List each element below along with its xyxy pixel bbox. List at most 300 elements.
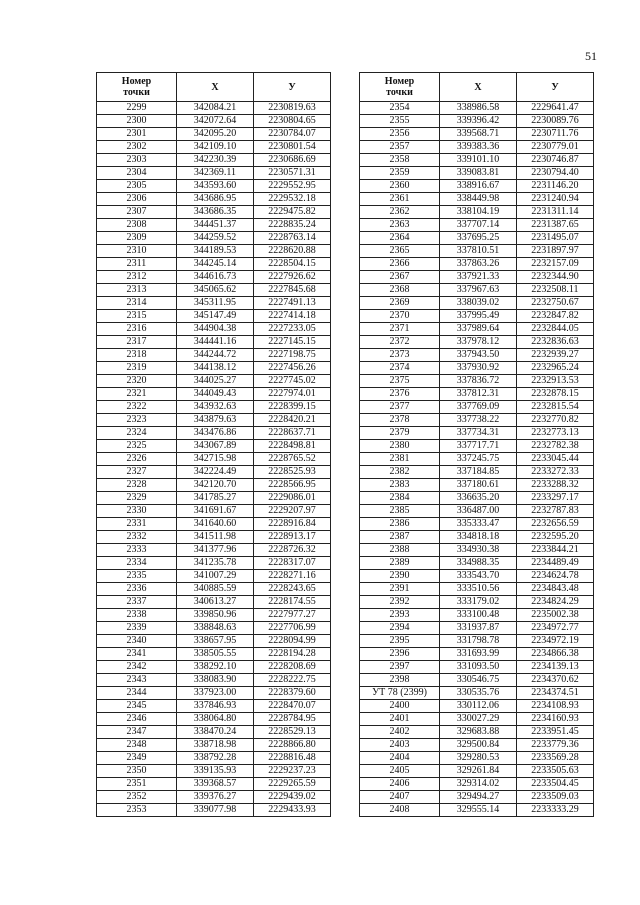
y-coordinate-cell: 2232815.54 <box>517 401 594 414</box>
header-point-line1: Номер <box>121 76 152 87</box>
y-coordinate-cell: 2232595.20 <box>517 531 594 544</box>
y-coordinate-cell: 2227845.68 <box>254 284 331 297</box>
table-row <box>360 349 594 362</box>
y-coordinate-cell: 2232656.59 <box>517 518 594 531</box>
point-number-cell: 2364 <box>360 232 440 245</box>
x-coordinate-cell: 344904.38 <box>177 323 254 336</box>
y-coordinate-cell: 2234866.38 <box>517 648 594 661</box>
y-coordinate-cell: 2230819.63 <box>254 102 331 115</box>
y-coordinate-cell: 2234139.13 <box>517 661 594 674</box>
point-number-cell: 2401 <box>360 713 440 726</box>
table-row <box>360 336 594 349</box>
table-row <box>360 284 594 297</box>
point-number-cell: 2345 <box>97 700 177 713</box>
y-coordinate-cell: 2228094.99 <box>254 635 331 648</box>
y-coordinate-cell: 2234374.51 <box>517 687 594 700</box>
y-coordinate-cell: 2231311.14 <box>517 206 594 219</box>
point-number-cell: 2324 <box>97 427 177 440</box>
point-number-cell: 2357 <box>360 141 440 154</box>
y-coordinate-cell: 2227233.05 <box>254 323 331 336</box>
point-number-cell: 2350 <box>97 765 177 778</box>
x-coordinate-cell: 333543.70 <box>440 570 517 583</box>
x-coordinate-cell: 339077.98 <box>177 804 254 817</box>
point-number-cell: 2329 <box>97 492 177 505</box>
point-number-cell: 2300 <box>97 115 177 128</box>
point-number-cell: 2372 <box>360 336 440 349</box>
header-point-number <box>97 73 177 102</box>
x-coordinate-cell: 335333.47 <box>440 518 517 531</box>
x-coordinate-cell: 337707.14 <box>440 219 517 232</box>
point-number-cell: 2348 <box>97 739 177 752</box>
table-row <box>360 531 594 544</box>
y-coordinate-cell: 2230779.01 <box>517 141 594 154</box>
x-coordinate-cell: 337184.85 <box>440 466 517 479</box>
x-coordinate-cell: 337245.75 <box>440 453 517 466</box>
table-row <box>97 674 331 687</box>
point-number-cell: 2328 <box>97 479 177 492</box>
table-row <box>97 167 331 180</box>
point-number-cell: 2395 <box>360 635 440 648</box>
x-coordinate-cell: 329261.84 <box>440 765 517 778</box>
table-row <box>97 310 331 323</box>
point-number-cell: 2318 <box>97 349 177 362</box>
point-number-cell: 2375 <box>360 375 440 388</box>
point-number-cell: 2398 <box>360 674 440 687</box>
table-row <box>97 609 331 622</box>
y-coordinate-cell: 2231897.97 <box>517 245 594 258</box>
table-row <box>97 648 331 661</box>
table-row <box>360 687 594 700</box>
x-coordinate-cell: 339368.57 <box>177 778 254 791</box>
x-coordinate-cell: 341235.78 <box>177 557 254 570</box>
point-number-cell: 2359 <box>360 167 440 180</box>
point-number-cell: 2402 <box>360 726 440 739</box>
x-coordinate-cell: 339568.71 <box>440 128 517 141</box>
x-coordinate-cell: 331798.78 <box>440 635 517 648</box>
table-row <box>97 726 331 739</box>
point-number-cell: 2381 <box>360 453 440 466</box>
table-row <box>97 739 331 752</box>
point-number-cell: 2367 <box>360 271 440 284</box>
y-coordinate-cell: 2228525.93 <box>254 466 331 479</box>
point-number-cell: 2312 <box>97 271 177 284</box>
y-coordinate-cell: 2232157.09 <box>517 258 594 271</box>
table-row <box>97 414 331 427</box>
x-coordinate-cell: 330535.76 <box>440 687 517 700</box>
table-row <box>97 778 331 791</box>
table-row <box>360 232 594 245</box>
x-coordinate-cell: 341785.27 <box>177 492 254 505</box>
y-coordinate-cell: 2228529.13 <box>254 726 331 739</box>
point-number-cell: 2363 <box>360 219 440 232</box>
x-coordinate-cell: 334930.38 <box>440 544 517 557</box>
table-row <box>97 518 331 531</box>
table-row <box>97 622 331 635</box>
table-row <box>97 232 331 245</box>
table-row <box>97 453 331 466</box>
table-row <box>360 739 594 752</box>
point-number-cell: 2306 <box>97 193 177 206</box>
x-coordinate-cell: 344616.73 <box>177 271 254 284</box>
table-row <box>360 713 594 726</box>
x-coordinate-cell: 337738.22 <box>440 414 517 427</box>
y-coordinate-cell: 2228174.55 <box>254 596 331 609</box>
point-number-cell: 2393 <box>360 609 440 622</box>
x-coordinate-cell: 345147.49 <box>177 310 254 323</box>
point-number-cell: 2344 <box>97 687 177 700</box>
x-coordinate-cell: 344259.52 <box>177 232 254 245</box>
x-coordinate-cell: 344138.12 <box>177 362 254 375</box>
header-y: У <box>517 73 594 102</box>
point-number-cell: 2316 <box>97 323 177 336</box>
y-coordinate-cell: 2228379.60 <box>254 687 331 700</box>
table-row <box>360 128 594 141</box>
y-coordinate-cell: 2232965.24 <box>517 362 594 375</box>
y-coordinate-cell: 2233844.21 <box>517 544 594 557</box>
point-number-cell: 2352 <box>97 791 177 804</box>
y-coordinate-cell: 2234160.93 <box>517 713 594 726</box>
coordinates-table-left <box>96 72 331 817</box>
table-row <box>360 154 594 167</box>
point-number-cell: 2396 <box>360 648 440 661</box>
x-coordinate-cell: 337923.00 <box>177 687 254 700</box>
table-row <box>97 531 331 544</box>
table-row <box>97 128 331 141</box>
table-row <box>360 752 594 765</box>
table-row <box>97 284 331 297</box>
point-number-cell: 2400 <box>360 700 440 713</box>
point-number-cell: 2342 <box>97 661 177 674</box>
y-coordinate-cell: 2230804.65 <box>254 115 331 128</box>
x-coordinate-cell: 339376.27 <box>177 791 254 804</box>
x-coordinate-cell: 342224.49 <box>177 466 254 479</box>
table-row <box>360 466 594 479</box>
point-number-cell: 2377 <box>360 401 440 414</box>
y-coordinate-cell: 2229086.01 <box>254 492 331 505</box>
point-number-cell: 2302 <box>97 141 177 154</box>
x-coordinate-cell: 338916.67 <box>440 180 517 193</box>
x-coordinate-cell: 343593.60 <box>177 180 254 193</box>
x-coordinate-cell: 344244.72 <box>177 349 254 362</box>
table-row <box>360 323 594 336</box>
y-coordinate-cell: 2234972.77 <box>517 622 594 635</box>
x-coordinate-cell: 338470.24 <box>177 726 254 739</box>
table-row <box>97 219 331 232</box>
table-row <box>97 583 331 596</box>
y-coordinate-cell: 2233951.45 <box>517 726 594 739</box>
point-number-cell: 2378 <box>360 414 440 427</box>
y-coordinate-cell: 2229552.95 <box>254 180 331 193</box>
point-number-cell: 2333 <box>97 544 177 557</box>
x-coordinate-cell: 338039.02 <box>440 297 517 310</box>
point-number-cell: 2321 <box>97 388 177 401</box>
x-coordinate-cell: 336635.20 <box>440 492 517 505</box>
point-number-cell: 2311 <box>97 258 177 271</box>
table-row <box>97 570 331 583</box>
y-coordinate-cell: 2227145.15 <box>254 336 331 349</box>
header-point-line2: точки <box>386 87 413 98</box>
y-coordinate-cell: 2230571.31 <box>254 167 331 180</box>
point-number-cell: 2320 <box>97 375 177 388</box>
y-coordinate-cell: 2228566.95 <box>254 479 331 492</box>
table-row <box>97 245 331 258</box>
table-row <box>360 388 594 401</box>
point-number-cell: 2384 <box>360 492 440 505</box>
table-row <box>360 674 594 687</box>
y-coordinate-cell: 2233505.63 <box>517 765 594 778</box>
table-header-row <box>360 73 594 102</box>
y-coordinate-cell: 2228835.24 <box>254 219 331 232</box>
page-number: 51 <box>585 49 597 63</box>
x-coordinate-cell: 331693.99 <box>440 648 517 661</box>
x-coordinate-cell: 337930.92 <box>440 362 517 375</box>
point-number-cell: 2368 <box>360 284 440 297</box>
table-row <box>97 440 331 453</box>
table-row <box>360 167 594 180</box>
y-coordinate-cell: 2228816.48 <box>254 752 331 765</box>
y-coordinate-cell: 2228222.75 <box>254 674 331 687</box>
point-number-cell: 2353 <box>97 804 177 817</box>
x-coordinate-cell: 344451.37 <box>177 219 254 232</box>
y-coordinate-cell: 2228420.21 <box>254 414 331 427</box>
point-number-cell: 2385 <box>360 505 440 518</box>
x-coordinate-cell: 345311.95 <box>177 297 254 310</box>
table-row <box>360 310 594 323</box>
point-number-cell: 2369 <box>360 297 440 310</box>
point-number-cell: 2351 <box>97 778 177 791</box>
y-coordinate-cell: 2232773.13 <box>517 427 594 440</box>
table-row <box>360 193 594 206</box>
x-coordinate-cell: 337812.31 <box>440 388 517 401</box>
y-coordinate-cell: 2227706.99 <box>254 622 331 635</box>
point-number-cell: 2346 <box>97 713 177 726</box>
x-coordinate-cell: 338505.55 <box>177 648 254 661</box>
x-coordinate-cell: 337180.61 <box>440 479 517 492</box>
y-coordinate-cell: 2234108.93 <box>517 700 594 713</box>
table-row <box>97 505 331 518</box>
table-row <box>360 804 594 817</box>
point-number-cell: 2356 <box>360 128 440 141</box>
y-coordinate-cell: 2227491.13 <box>254 297 331 310</box>
table-row <box>97 180 331 193</box>
y-coordinate-cell: 2228504.15 <box>254 258 331 271</box>
table-row <box>97 765 331 778</box>
table-row <box>360 440 594 453</box>
point-number-cell: 2310 <box>97 245 177 258</box>
x-coordinate-cell: 338104.19 <box>440 206 517 219</box>
table-row <box>97 336 331 349</box>
y-coordinate-cell: 2230801.54 <box>254 141 331 154</box>
table-row <box>97 804 331 817</box>
table-row <box>360 102 594 115</box>
y-coordinate-cell: 2232847.82 <box>517 310 594 323</box>
table-row <box>360 622 594 635</box>
x-coordinate-cell: 330027.29 <box>440 713 517 726</box>
y-coordinate-cell: 2228317.07 <box>254 557 331 570</box>
table-row <box>360 700 594 713</box>
x-coordinate-cell: 338986.58 <box>440 102 517 115</box>
header-y: У <box>254 73 331 102</box>
y-coordinate-cell: 2233272.33 <box>517 466 594 479</box>
point-number-cell: 2337 <box>97 596 177 609</box>
point-number-cell: 2315 <box>97 310 177 323</box>
point-number-cell: 2305 <box>97 180 177 193</box>
point-number-cell: 2370 <box>360 310 440 323</box>
table-row <box>97 271 331 284</box>
y-coordinate-cell: 2233504.45 <box>517 778 594 791</box>
point-number-cell: 2371 <box>360 323 440 336</box>
y-coordinate-cell: 2234843.48 <box>517 583 594 596</box>
point-number-cell: 2336 <box>97 583 177 596</box>
y-coordinate-cell: 2229532.18 <box>254 193 331 206</box>
x-coordinate-cell: 337943.50 <box>440 349 517 362</box>
y-coordinate-cell: 2228271.16 <box>254 570 331 583</box>
table-row <box>360 661 594 674</box>
y-coordinate-cell: 2228913.17 <box>254 531 331 544</box>
x-coordinate-cell: 331093.50 <box>440 661 517 674</box>
x-coordinate-cell: 337810.51 <box>440 245 517 258</box>
x-coordinate-cell: 342095.20 <box>177 128 254 141</box>
point-number-cell: 2332 <box>97 531 177 544</box>
point-number-cell: 2309 <box>97 232 177 245</box>
point-number-cell: 2304 <box>97 167 177 180</box>
table-row <box>360 362 594 375</box>
table-row <box>360 245 594 258</box>
y-coordinate-cell: 2231146.20 <box>517 180 594 193</box>
y-coordinate-cell: 2227456.26 <box>254 362 331 375</box>
table-row <box>360 219 594 232</box>
point-number-cell: 2397 <box>360 661 440 674</box>
x-coordinate-cell: 337863.26 <box>440 258 517 271</box>
x-coordinate-cell: 342084.21 <box>177 102 254 115</box>
y-coordinate-cell: 2230746.87 <box>517 154 594 167</box>
table-row <box>97 713 331 726</box>
point-number-cell: 2299 <box>97 102 177 115</box>
y-coordinate-cell: 2233297.17 <box>517 492 594 505</box>
point-number-cell: 2326 <box>97 453 177 466</box>
point-number-cell: 2330 <box>97 505 177 518</box>
x-coordinate-cell: 337734.31 <box>440 427 517 440</box>
y-coordinate-cell: 2232939.27 <box>517 349 594 362</box>
y-coordinate-cell: 2230784.07 <box>254 128 331 141</box>
point-number-cell: 2386 <box>360 518 440 531</box>
y-coordinate-cell: 2232836.63 <box>517 336 594 349</box>
x-coordinate-cell: 330112.06 <box>440 700 517 713</box>
coordinates-table-right <box>359 72 594 817</box>
x-coordinate-cell: 334818.18 <box>440 531 517 544</box>
y-coordinate-cell: 2228243.65 <box>254 583 331 596</box>
point-number-cell: 2387 <box>360 531 440 544</box>
table-row <box>97 297 331 310</box>
point-number-cell: 2314 <box>97 297 177 310</box>
x-coordinate-cell: 344189.53 <box>177 245 254 258</box>
y-coordinate-cell: 2232782.38 <box>517 440 594 453</box>
table-header-row <box>97 73 331 102</box>
x-coordinate-cell: 341691.67 <box>177 505 254 518</box>
y-coordinate-cell: 2234489.49 <box>517 557 594 570</box>
y-coordinate-cell: 2228470.07 <box>254 700 331 713</box>
x-coordinate-cell: 339850.96 <box>177 609 254 622</box>
y-coordinate-cell: 2229641.47 <box>517 102 594 115</box>
header-point-line2: точки <box>123 87 150 98</box>
point-number-cell: 2338 <box>97 609 177 622</box>
point-number-cell: 2339 <box>97 622 177 635</box>
point-number-cell: 2361 <box>360 193 440 206</box>
x-coordinate-cell: 329555.14 <box>440 804 517 817</box>
table-row <box>97 362 331 375</box>
x-coordinate-cell: 338718.98 <box>177 739 254 752</box>
table-row <box>97 427 331 440</box>
y-coordinate-cell: 2228208.69 <box>254 661 331 674</box>
y-coordinate-cell: 2232878.15 <box>517 388 594 401</box>
y-coordinate-cell: 2232787.83 <box>517 505 594 518</box>
y-coordinate-cell: 2235002.38 <box>517 609 594 622</box>
table-row <box>360 570 594 583</box>
table-row <box>97 791 331 804</box>
x-coordinate-cell: 329314.02 <box>440 778 517 791</box>
table-row <box>97 206 331 219</box>
point-number-cell: 2347 <box>97 726 177 739</box>
point-number-cell: 2382 <box>360 466 440 479</box>
y-coordinate-cell: 2230794.40 <box>517 167 594 180</box>
point-number-cell: 2380 <box>360 440 440 453</box>
y-coordinate-cell: 2233288.32 <box>517 479 594 492</box>
table-row <box>360 778 594 791</box>
point-number-cell: 2354 <box>360 102 440 115</box>
y-coordinate-cell: 2227926.62 <box>254 271 331 284</box>
x-coordinate-cell: 333510.56 <box>440 583 517 596</box>
point-number-cell: 2406 <box>360 778 440 791</box>
x-coordinate-cell: 340613.27 <box>177 596 254 609</box>
table-row <box>97 635 331 648</box>
x-coordinate-cell: 339101.10 <box>440 154 517 167</box>
point-number-cell: 2307 <box>97 206 177 219</box>
y-coordinate-cell: 2232750.67 <box>517 297 594 310</box>
x-coordinate-cell: 343879.63 <box>177 414 254 427</box>
y-coordinate-cell: 2227414.18 <box>254 310 331 323</box>
y-coordinate-cell: 2228726.32 <box>254 544 331 557</box>
header-x: Х <box>177 73 254 102</box>
x-coordinate-cell: 338292.10 <box>177 661 254 674</box>
y-coordinate-cell: 2232844.05 <box>517 323 594 336</box>
point-number-cell: 2355 <box>360 115 440 128</box>
x-coordinate-cell: 333179.02 <box>440 596 517 609</box>
table-row <box>360 297 594 310</box>
y-coordinate-cell: 2229439.02 <box>254 791 331 804</box>
x-coordinate-cell: 338657.95 <box>177 635 254 648</box>
point-number-cell: 2389 <box>360 557 440 570</box>
point-number-cell: 2313 <box>97 284 177 297</box>
x-coordinate-cell: 341377.96 <box>177 544 254 557</box>
table-row <box>360 427 594 440</box>
table-row <box>360 414 594 427</box>
header-point-line1: Номер <box>384 76 415 87</box>
table-row <box>360 180 594 193</box>
x-coordinate-cell: 338064.80 <box>177 713 254 726</box>
y-coordinate-cell: 2228498.81 <box>254 440 331 453</box>
table-row <box>97 492 331 505</box>
y-coordinate-cell: 2231495.07 <box>517 232 594 245</box>
table-row <box>97 557 331 570</box>
table-row <box>97 141 331 154</box>
table-row <box>97 661 331 674</box>
x-coordinate-cell: 338848.63 <box>177 622 254 635</box>
point-number-cell: 2331 <box>97 518 177 531</box>
x-coordinate-cell: 344441.16 <box>177 336 254 349</box>
y-coordinate-cell: 2233045.44 <box>517 453 594 466</box>
table-row <box>360 791 594 804</box>
table-row <box>360 492 594 505</box>
